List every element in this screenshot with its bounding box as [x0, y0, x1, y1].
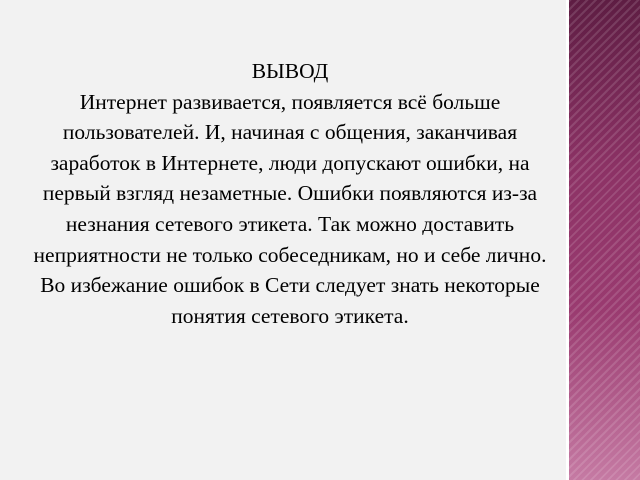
slide-body-text: Интернет развивается, появляется всё больше пользователей. И, начиная с общения, заканчивая заработок в Интернете, люди допускают ошибки, на первый взгляд незаметные. Ошибки появляются из-за незнания сетевого этикета. Так можно доставить неприятности не только собеседникам, но и себе лично. Во избежание ошибок в Сети следует знать некоторые понятия сетевого этикета. [33, 89, 547, 328]
decorative-side-band [569, 0, 640, 480]
slide-text-block [28, 56, 552, 331]
slide-heading: ВЫВОД [251, 59, 329, 83]
